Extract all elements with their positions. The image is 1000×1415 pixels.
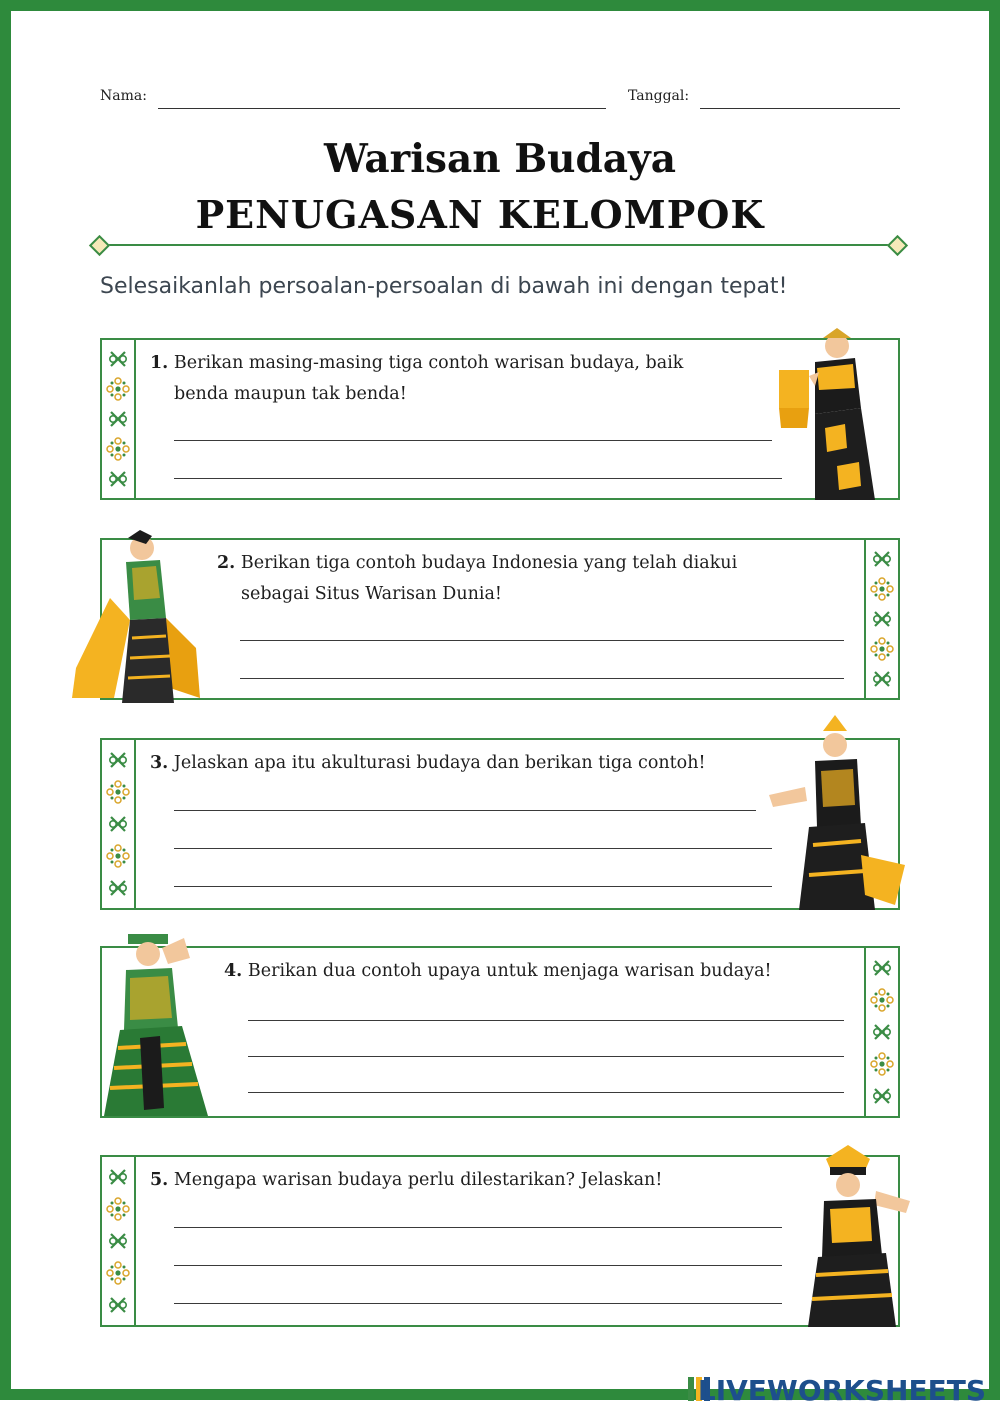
question-card-4 bbox=[100, 946, 900, 1118]
question-line: benda maupun tak benda! bbox=[174, 384, 407, 404]
flower-ornament-icon bbox=[106, 377, 130, 401]
dayak-dancer-illustration bbox=[100, 928, 220, 1118]
knot-ornament-icon bbox=[870, 956, 894, 980]
question-line: Jelaskan apa itu akulturasi budaya dan berikan tiga contoh! bbox=[173, 753, 706, 773]
knot-ornament-icon bbox=[106, 748, 130, 772]
knot-ornament-icon bbox=[106, 1165, 130, 1189]
question-line: sebagai Situs Warisan Dunia! bbox=[241, 584, 502, 604]
liveworksheets-brand[interactable]: LIVEWORKSHEETS bbox=[697, 1374, 986, 1407]
name-input-line[interactable] bbox=[158, 108, 606, 109]
question-line: Berikan masing-masing tiga contoh warisan budaya, baik bbox=[173, 353, 684, 373]
question-card-5 bbox=[100, 1155, 900, 1327]
answer-line[interactable] bbox=[248, 1020, 844, 1021]
question-text-2 bbox=[217, 548, 837, 610]
knot-ornament-icon bbox=[870, 1084, 894, 1108]
question-number: 3. bbox=[150, 753, 169, 773]
knot-ornament-icon bbox=[870, 667, 894, 691]
flower-ornament-icon bbox=[106, 1261, 130, 1285]
knot-ornament-icon bbox=[106, 347, 130, 371]
answer-line[interactable] bbox=[174, 1227, 782, 1228]
page-title: Warisan Budaya bbox=[324, 136, 676, 182]
knot-ornament-icon bbox=[106, 467, 130, 491]
question-text-4 bbox=[224, 956, 844, 987]
ornament-strip bbox=[864, 540, 898, 698]
flower-ornament-icon bbox=[870, 1052, 894, 1076]
ornament-strip bbox=[102, 740, 136, 908]
answer-line[interactable] bbox=[240, 678, 844, 679]
question-number: 1. bbox=[150, 353, 169, 373]
flower-ornament-icon bbox=[870, 988, 894, 1012]
instruction-text: Selesaikanlah persoalan-persoalan di bawah ini dengan tepat! bbox=[100, 274, 788, 299]
question-text-5 bbox=[150, 1165, 770, 1196]
flower-ornament-icon bbox=[106, 437, 130, 461]
answer-line[interactable] bbox=[174, 886, 772, 887]
question-line: Berikan tiga contoh budaya Indonesia yang telah diakui bbox=[240, 553, 738, 573]
page-subtitle: PENUGASAN KELOMPOK bbox=[195, 192, 765, 237]
knot-ornament-icon bbox=[106, 407, 130, 431]
sumatra-dancer-illustration bbox=[800, 1145, 920, 1327]
ornament-strip bbox=[864, 948, 898, 1116]
question-text-3 bbox=[150, 748, 770, 779]
flower-ornament-icon bbox=[870, 637, 894, 661]
answer-line[interactable] bbox=[174, 810, 756, 811]
answer-line[interactable] bbox=[174, 1265, 782, 1266]
knot-ornament-icon bbox=[870, 607, 894, 631]
question-line: Berikan dua contoh upaya untuk menjaga warisan budaya! bbox=[247, 961, 772, 981]
answer-line[interactable] bbox=[248, 1056, 844, 1057]
ornament-strip bbox=[102, 340, 136, 498]
javanese-dancer-illustration bbox=[70, 528, 205, 703]
answer-line[interactable] bbox=[174, 1303, 782, 1304]
bali-legong-dancer-illustration bbox=[765, 715, 905, 910]
title-divider bbox=[100, 244, 900, 246]
question-card-2 bbox=[100, 538, 900, 700]
answer-line[interactable] bbox=[240, 640, 844, 641]
knot-ornament-icon bbox=[106, 1293, 130, 1317]
knot-ornament-icon bbox=[870, 1020, 894, 1044]
answer-line[interactable] bbox=[174, 848, 772, 849]
knot-ornament-icon bbox=[106, 876, 130, 900]
answer-line[interactable] bbox=[174, 440, 772, 441]
name-label: Nama: bbox=[100, 88, 147, 104]
balinese-dancer-illustration bbox=[775, 328, 890, 500]
question-text-1 bbox=[150, 348, 750, 410]
question-line: Mengapa warisan budaya perlu dilestarikan? Jelaskan! bbox=[173, 1170, 663, 1190]
question-number: 4. bbox=[224, 961, 243, 981]
ornament-strip bbox=[102, 1157, 136, 1325]
answer-line[interactable] bbox=[174, 478, 782, 479]
knot-ornament-icon bbox=[870, 547, 894, 571]
knot-ornament-icon bbox=[106, 812, 130, 836]
answer-line[interactable] bbox=[248, 1092, 844, 1093]
question-number: 2. bbox=[217, 553, 236, 573]
flower-ornament-icon bbox=[106, 844, 130, 868]
date-input-line[interactable] bbox=[700, 108, 900, 109]
knot-ornament-icon bbox=[106, 1229, 130, 1253]
question-number: 5. bbox=[150, 1170, 169, 1190]
flower-ornament-icon bbox=[106, 780, 130, 804]
flower-ornament-icon bbox=[106, 1197, 130, 1221]
date-label: Tanggal: bbox=[628, 88, 690, 104]
flower-ornament-icon bbox=[870, 577, 894, 601]
